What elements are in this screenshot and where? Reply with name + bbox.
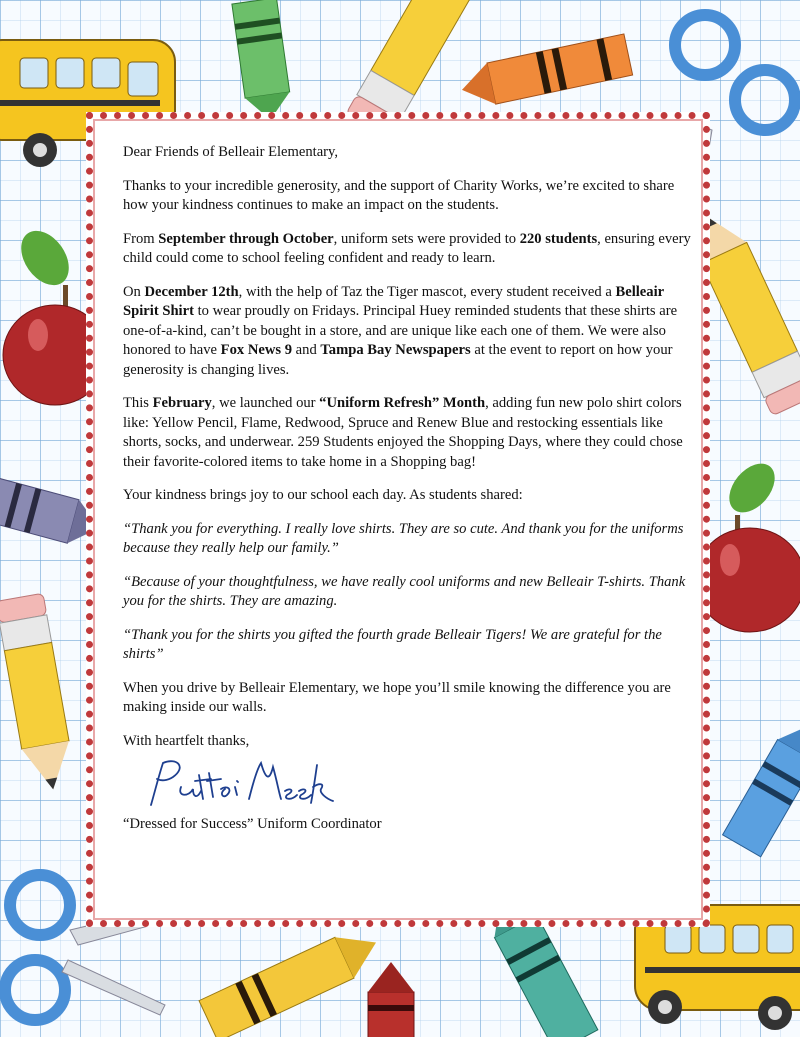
student-quote: “Because of your thoughtfulness, we have really cool uniforms and new Belleair T-shirts. Thank you for the shirts. They are amazing. [123,573,686,609]
red-crayon-icon [368,962,414,1037]
student-quote: “Thank you for everything. I really love shirts. They are so cute. And thank you for the uniforms because they really help our family.” [123,520,684,556]
blue-crayon-icon [723,714,800,857]
handwritten-signature [137,753,695,815]
paragraph-uniform-sets: From September through October, uniform sets were provided to 220 students, ensuring every child could come to school feeling confident and ready to learn. [123,230,691,266]
apple-icon [695,455,800,632]
orange-crayon-icon [458,34,633,110]
paragraph-uniform-refresh: This February, we launched our “Uniform Refresh” Month, adding fun new polo shirt colors like: Yellow Pencil, Flame, Redwood, Spruce and Renew Blue and restocking essentials like shorts, socks, and underwear. 259 Students enjoyed the Shopping Days, where they could chose their favorite-colored items to take home in a Shopping bag! [123,395,683,470]
paragraph-thanks: Thanks to your incredible generosity, and the support of Charity Works, we’re excited to share how your kindness continues to make an impact on the students. [123,177,675,213]
student-quote: “Thank you for the shirts you gifted the fourth grade Belleair Tigers! We are grateful for the shirts” [123,626,662,662]
green-crayon-icon [232,0,293,123]
letter-body [123,143,695,849]
signer-title: “Dressed for Success” Uniform Coordinator [123,816,382,832]
greeting: Dear Friends of Belleair Elementary, [123,144,339,160]
paragraph-spirit-shirt: On December 12th, with the help of Taz the Tiger mascot, every student received a Belleair Spirit Shirt to wear proudly on Fridays. Principal Huey reminded students that these shirts are one-of-a-kind, can’t be bought in a store, and are unique like each one of them. We were also honored to have Fox News 9 and Tampa Bay Newspapers at the event to report on how your generosity is changing lives. [123,283,678,378]
paragraph-closing-note: When you drive by Belleair Elementary, we hope you’ll smile knowing the difference you are making inside our walls. [123,679,671,715]
paragraph-students-shared: Your kindness brings joy to our school each day. As students shared: [123,487,523,503]
closing: With heartfelt thanks, [123,732,250,749]
letter-page [86,112,710,927]
pencil-icon [0,593,77,793]
yellow-crayon-icon [199,922,386,1037]
